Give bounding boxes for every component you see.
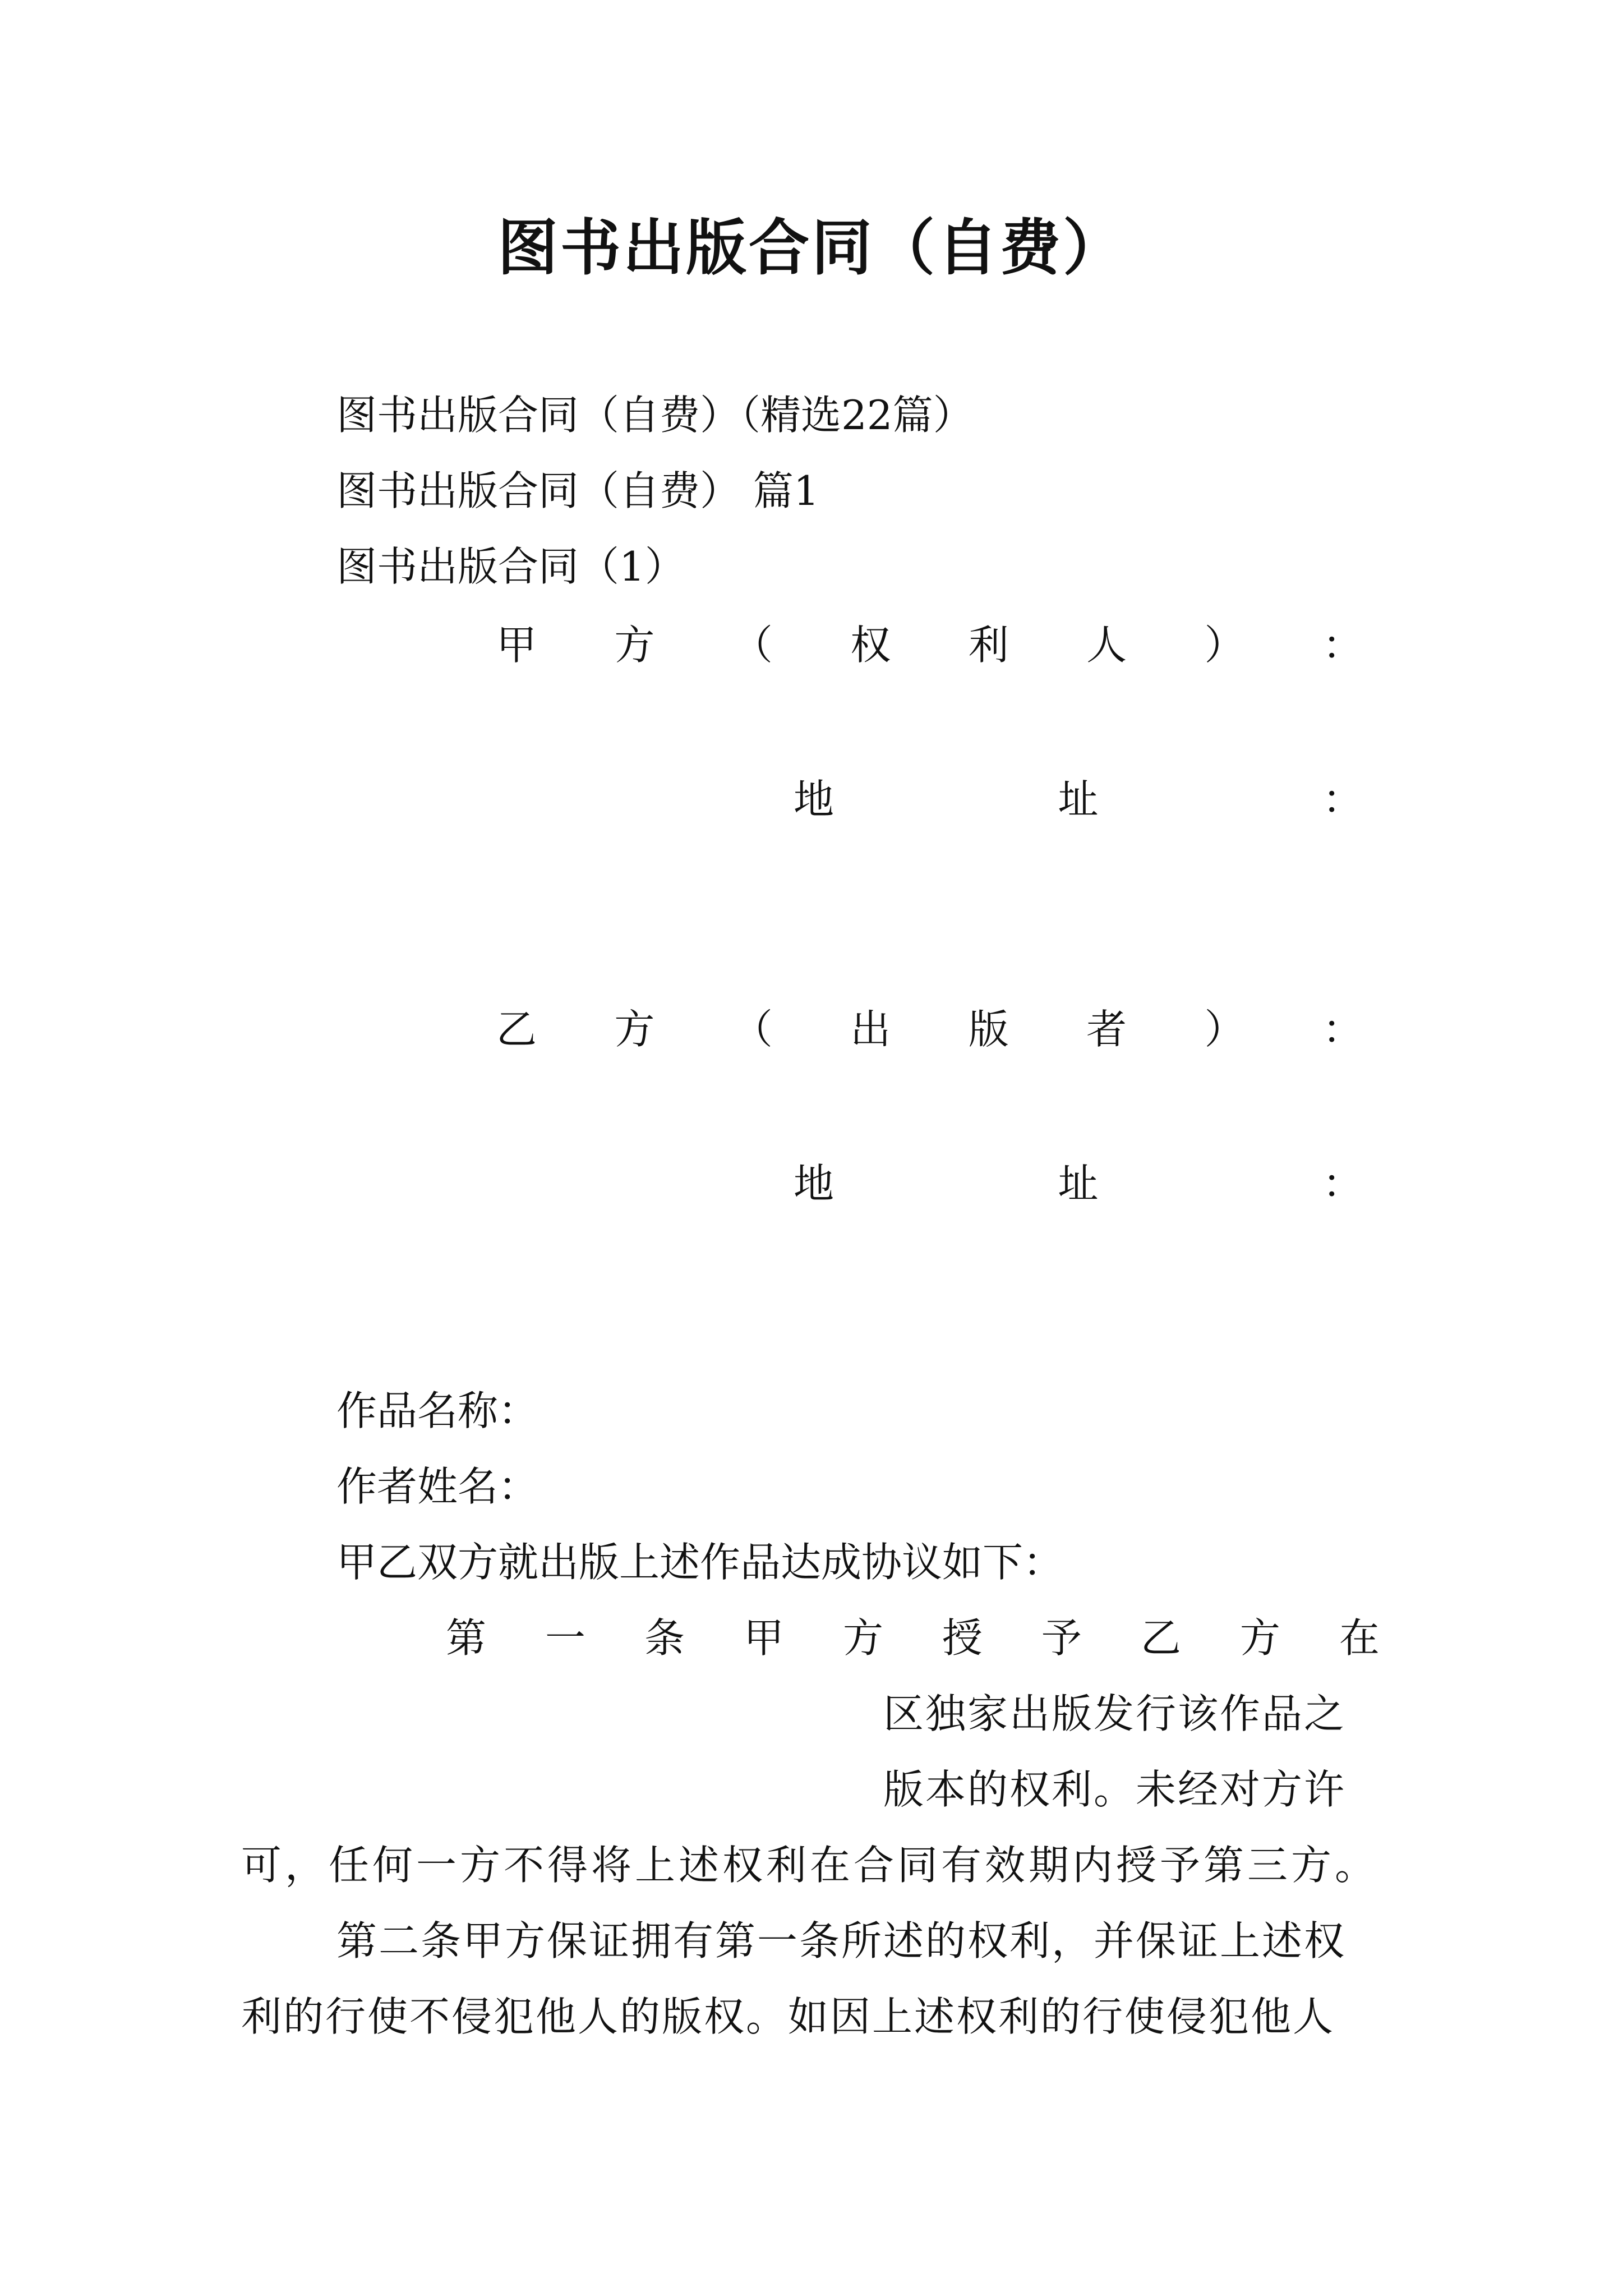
contract-heading: 图书出版合同（1） <box>336 543 685 590</box>
article1-char: 第 <box>446 1614 487 1662</box>
address-a-char: 地 <box>794 776 834 823</box>
party-b-char: ） <box>1204 1006 1245 1053</box>
party-a-char: 方 <box>614 622 655 669</box>
article1-char: 在 <box>1339 1614 1380 1662</box>
article2-line2: 利的行使不侵犯他人的版权。如因上述权利的行使侵犯他人 <box>241 1993 1335 2040</box>
party-a-line <box>496 617 1363 673</box>
article1-line3: 版本的权利。未经对方许 <box>883 1766 1347 1813</box>
article1-char: 乙 <box>1140 1614 1181 1662</box>
article1-char: 甲 <box>743 1614 784 1662</box>
article1-char: 条 <box>644 1614 685 1662</box>
party-a-char: 人 <box>1086 622 1127 669</box>
party-a-char: 利 <box>968 622 1009 669</box>
party-b-char: 版 <box>968 1006 1009 1053</box>
party-a-char: ： <box>1322 622 1363 669</box>
party-a-char: ） <box>1204 622 1245 669</box>
document-title: 图书出版合同（自费） <box>497 213 1126 283</box>
article1-char: 一 <box>545 1614 585 1662</box>
address-a-line <box>794 771 1363 827</box>
address-b-line <box>794 1156 1363 1212</box>
address-b-char: 址 <box>1058 1160 1099 1207</box>
party-b-line <box>496 1001 1363 1057</box>
address-b-char: ： <box>1322 1160 1363 1207</box>
article1-char: 授 <box>942 1614 983 1662</box>
author-name-label: 作者姓名： <box>336 1463 539 1510</box>
article1-line4: 可，任何一方不得将上述权利在合同有效期内授予第三方。 <box>241 1842 1379 1889</box>
party-b-char: 者 <box>1086 1006 1127 1053</box>
party-b-char: 出 <box>850 1006 891 1053</box>
section-heading: 图书出版合同（自费） 篇1 <box>336 467 819 514</box>
agreement-intro: 甲乙双方就出版上述作品达成协议如下： <box>336 1539 1064 1586</box>
party-b-char: 乙 <box>496 1006 537 1053</box>
party-a-char: （ <box>732 622 773 669</box>
subtitle: 图书出版合同（自费）（精选22篇） <box>336 392 974 439</box>
article1-char: 方 <box>1239 1614 1280 1662</box>
article1-line1 <box>446 1610 1380 1666</box>
article2-line1: 第二条甲方保证拥有第一条所述的权利，并保证上述权 <box>336 1917 1347 1964</box>
address-a-char: ： <box>1322 776 1363 823</box>
work-name-label: 作品名称： <box>336 1387 539 1434</box>
party-a-char: 甲 <box>496 622 537 669</box>
article1-char: 方 <box>842 1614 883 1662</box>
address-a-char: 址 <box>1058 776 1099 823</box>
article1-char: 予 <box>1041 1614 1082 1662</box>
article1-line2: 区独家出版发行该作品之 <box>883 1690 1347 1737</box>
party-a-char: 权 <box>850 622 891 669</box>
address-b-char: 地 <box>794 1160 834 1207</box>
party-b-char: （ <box>732 1006 773 1053</box>
party-b-char: 方 <box>614 1006 655 1053</box>
party-b-char: ： <box>1322 1006 1363 1053</box>
